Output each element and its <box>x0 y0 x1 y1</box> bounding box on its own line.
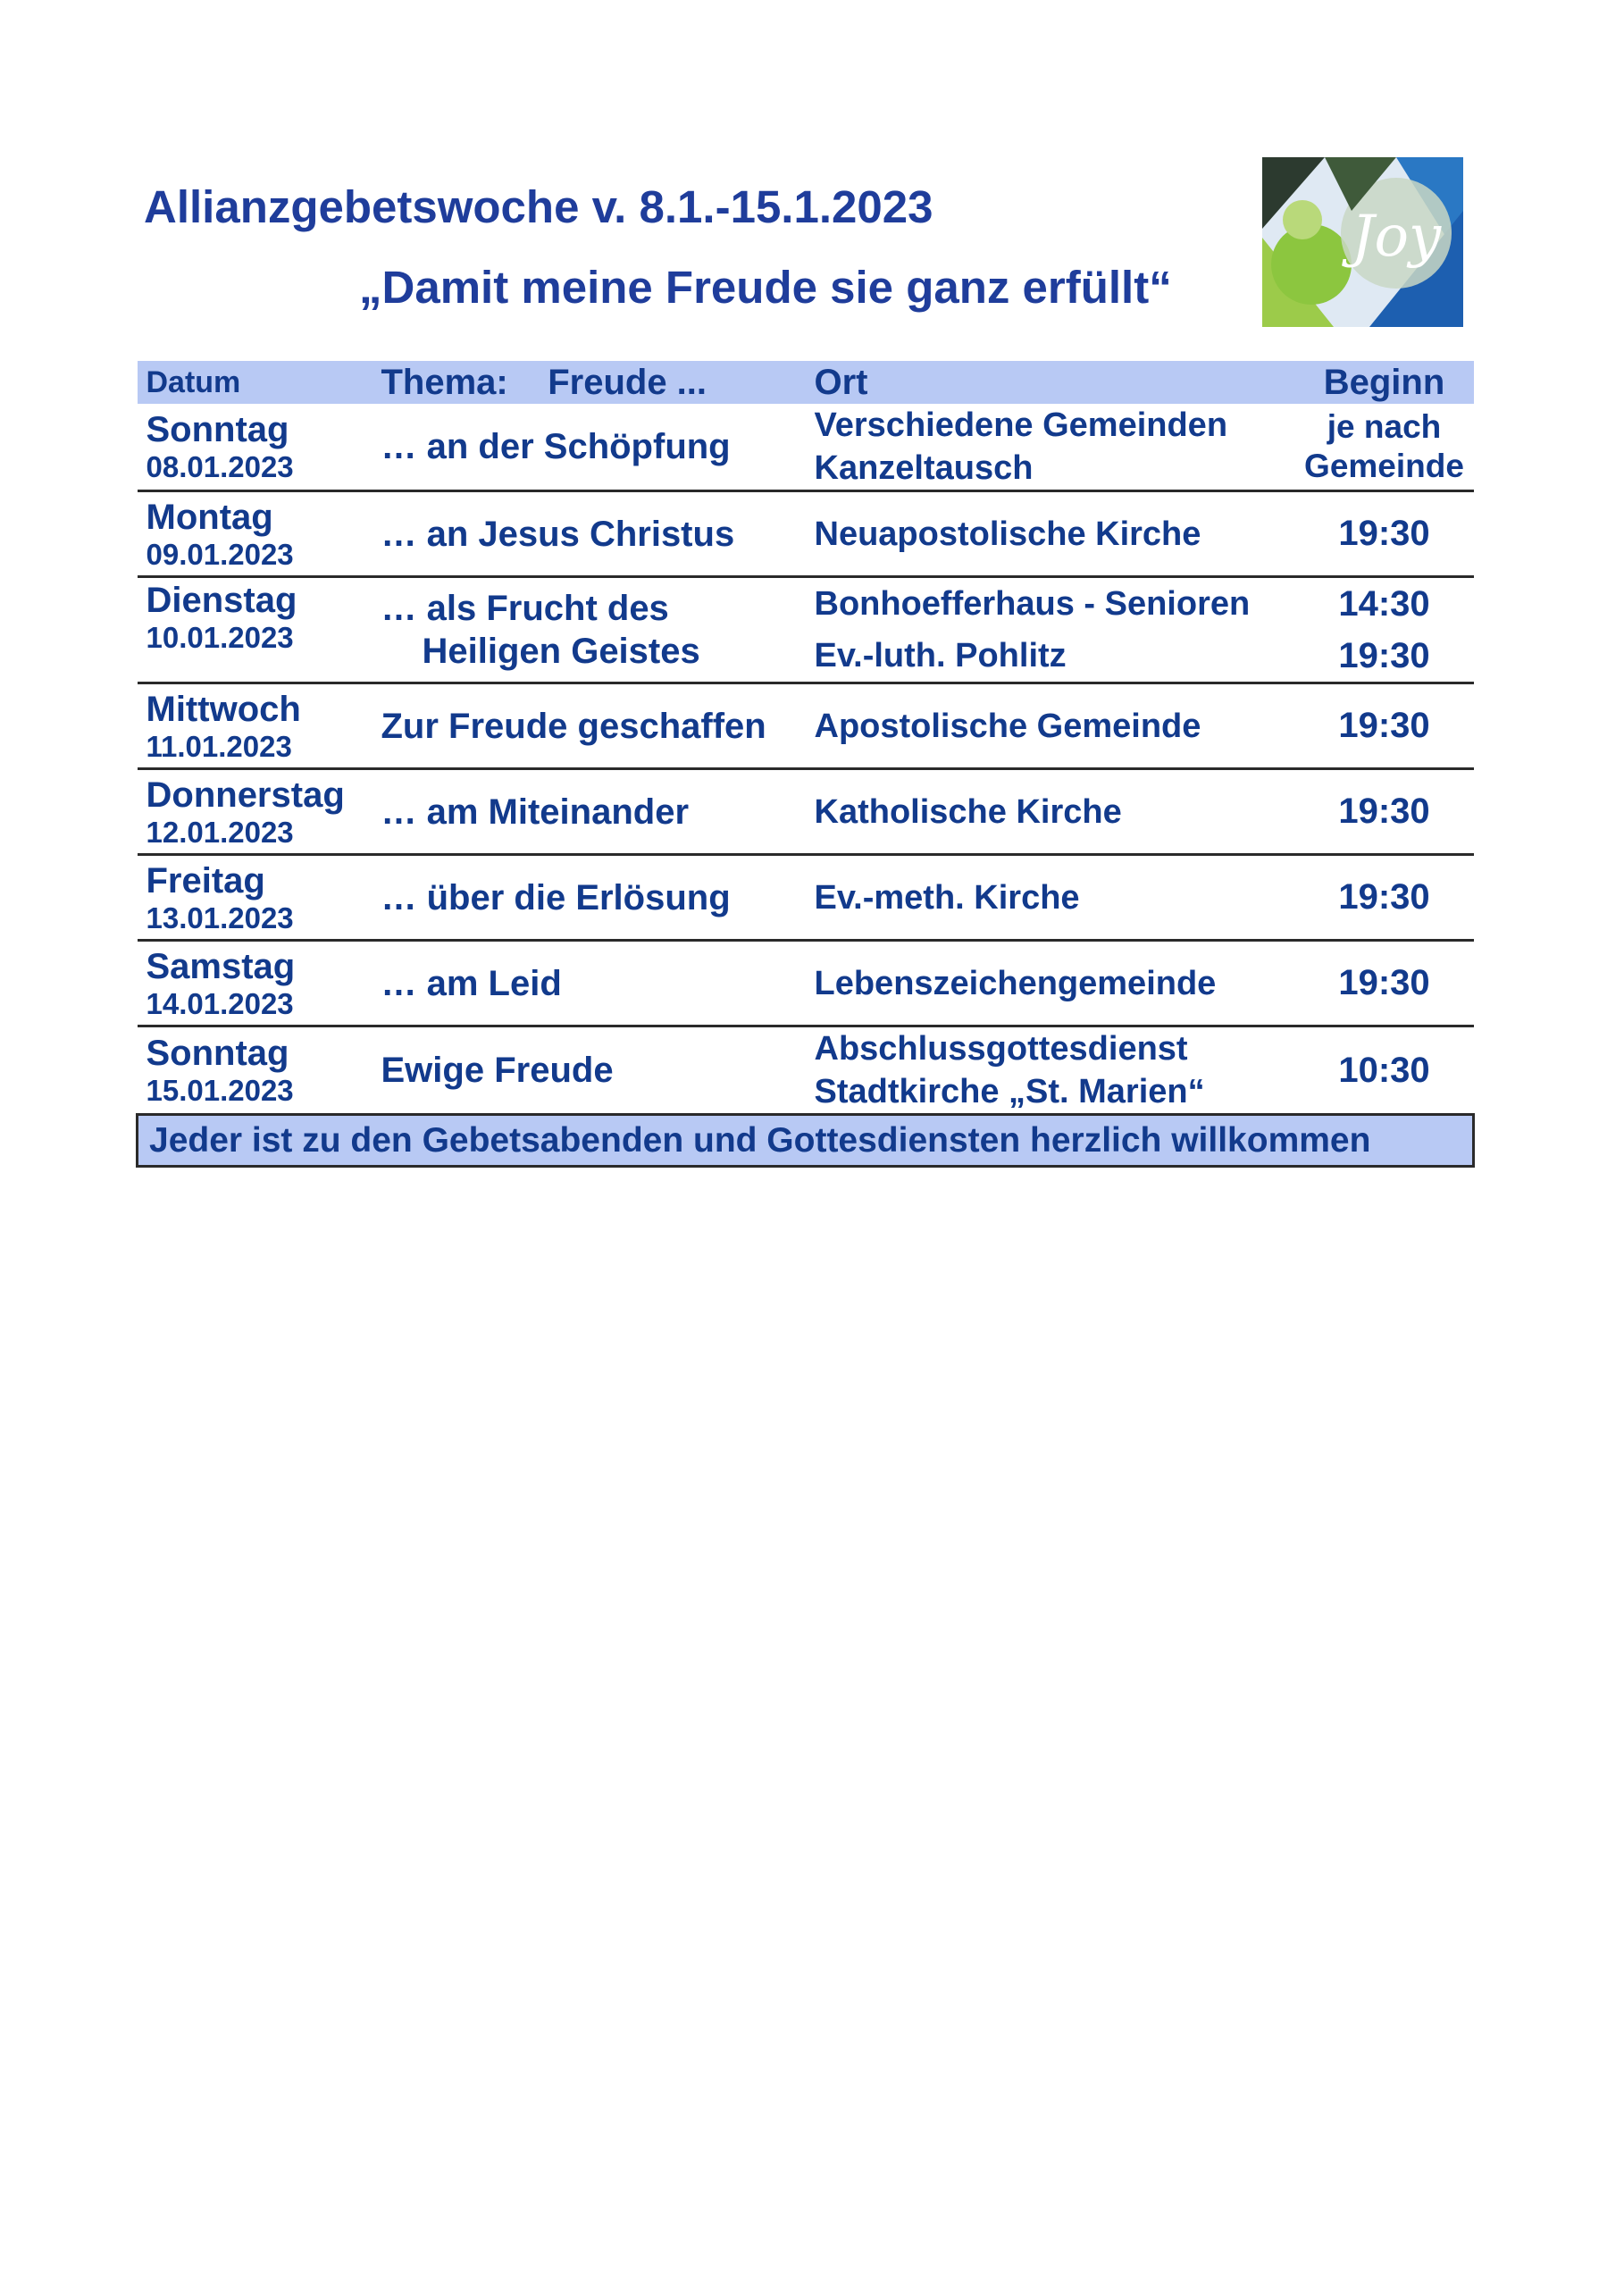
header-beginn: Beginn <box>1323 362 1445 402</box>
topic-cell: Zur Freude geschaffen <box>381 706 766 746</box>
table-row <box>138 491 1474 577</box>
page-title: Allianzgebetswoche v. 8.1.-15.1.2023 <box>144 181 933 232</box>
date-value: 15.01.2023 <box>146 1074 294 1107</box>
table-row <box>138 683 1474 769</box>
date-cell <box>138 855 373 941</box>
day-name: Montag <box>146 497 273 537</box>
day-name: Mittwoch <box>146 689 301 729</box>
table-row <box>138 941 1474 1026</box>
date-cell <box>138 491 373 577</box>
table-row <box>138 577 1474 631</box>
place-cell <box>806 1026 1295 1115</box>
time-cell: 19:30 <box>1338 635 1430 675</box>
date-value: 08.01.2023 <box>146 450 294 483</box>
place-cell: Neuapostolische Kirche <box>814 515 1201 553</box>
time-line: Gemeinde <box>1304 448 1464 484</box>
date-cell <box>138 1026 373 1115</box>
place-cell: Apostolische Gemeinde <box>814 707 1201 745</box>
place-line: Stadtkirche „St. Marien“ <box>814 1073 1205 1110</box>
day-name: Freitag <box>146 860 265 901</box>
place-cell: Ev.-meth. Kirche <box>814 878 1080 917</box>
place-line: Abschlussgottesdienst <box>814 1030 1188 1068</box>
day-name: Sonntag <box>146 410 289 449</box>
date-value: 11.01.2023 <box>146 729 292 763</box>
place-cell: Ev.-luth. Pohlitz <box>814 637 1067 674</box>
place-line: Kanzeltausch <box>814 449 1034 487</box>
topic-cell: … an der Schöpfung <box>381 427 731 466</box>
time-line: je nach <box>1327 408 1442 445</box>
date-cell <box>138 941 373 1026</box>
topic-cell: … am Leid <box>381 963 562 1003</box>
place-line: Verschiedene Gemeinden <box>814 406 1228 444</box>
table-header-row <box>138 361 1474 404</box>
date-value: 13.01.2023 <box>146 901 294 934</box>
place-cell: Lebenszeichengemeinde <box>814 964 1217 1002</box>
date-value: 14.01.2023 <box>146 986 294 1020</box>
time-cell: 19:30 <box>1338 792 1430 831</box>
day-name: Donnerstag <box>146 775 345 815</box>
table-row <box>138 404 1474 491</box>
table-row <box>138 769 1474 855</box>
date-value: 09.01.2023 <box>146 537 294 571</box>
date-cell <box>138 404 373 491</box>
time-cell: 19:30 <box>1338 877 1430 917</box>
header-ort: Ort <box>814 362 868 402</box>
topic-cell: … über die Erlösung <box>381 877 731 917</box>
table-row <box>138 855 1474 941</box>
footer-note: Jeder ist zu den Gebetsabenden und Gottesdiensten herzlich willkommen <box>138 1115 1474 1167</box>
time-cell: 14:30 <box>1338 583 1430 624</box>
topic-line: Heiligen Geistes <box>422 632 700 671</box>
table-footer-row <box>138 1115 1474 1167</box>
time-cell: 10:30 <box>1338 1050 1430 1090</box>
date-cell <box>138 769 373 855</box>
topic-line: … als Frucht des <box>381 589 669 628</box>
time-cell <box>1295 404 1474 491</box>
page-subtitle: „Damit meine Freude sie ganz erfüllt“ <box>359 262 1172 313</box>
date-cell <box>138 577 373 683</box>
date-value: 12.01.2023 <box>146 815 294 849</box>
day-name: Sonntag <box>146 1034 289 1073</box>
place-cell: Katholische Kirche <box>814 792 1122 831</box>
logo-text: Joy <box>1351 204 1442 270</box>
table-row <box>138 1026 1474 1115</box>
joy-logo <box>1262 157 1463 327</box>
schedule-table <box>136 361 1475 1168</box>
header-datum: Datum <box>146 364 241 399</box>
time-cell: 19:30 <box>1338 514 1430 553</box>
topic-cell: … am Miteinander <box>381 792 690 832</box>
topic-cell: … an Jesus Christus <box>381 514 735 554</box>
topic-cell: Ewige Freude <box>381 1051 614 1090</box>
day-name: Dienstag <box>146 581 297 620</box>
place-cell: Bonhoefferhaus - Senioren <box>814 585 1251 623</box>
time-cell: 19:30 <box>1338 706 1430 745</box>
date-cell <box>138 683 373 769</box>
topic-cell <box>373 577 806 683</box>
header-thema: Thema: Freude ... <box>381 362 707 402</box>
date-value: 10.01.2023 <box>146 621 294 654</box>
time-cell: 19:30 <box>1338 963 1430 1002</box>
day-name: Samstag <box>146 946 296 986</box>
place-cell <box>806 404 1295 491</box>
